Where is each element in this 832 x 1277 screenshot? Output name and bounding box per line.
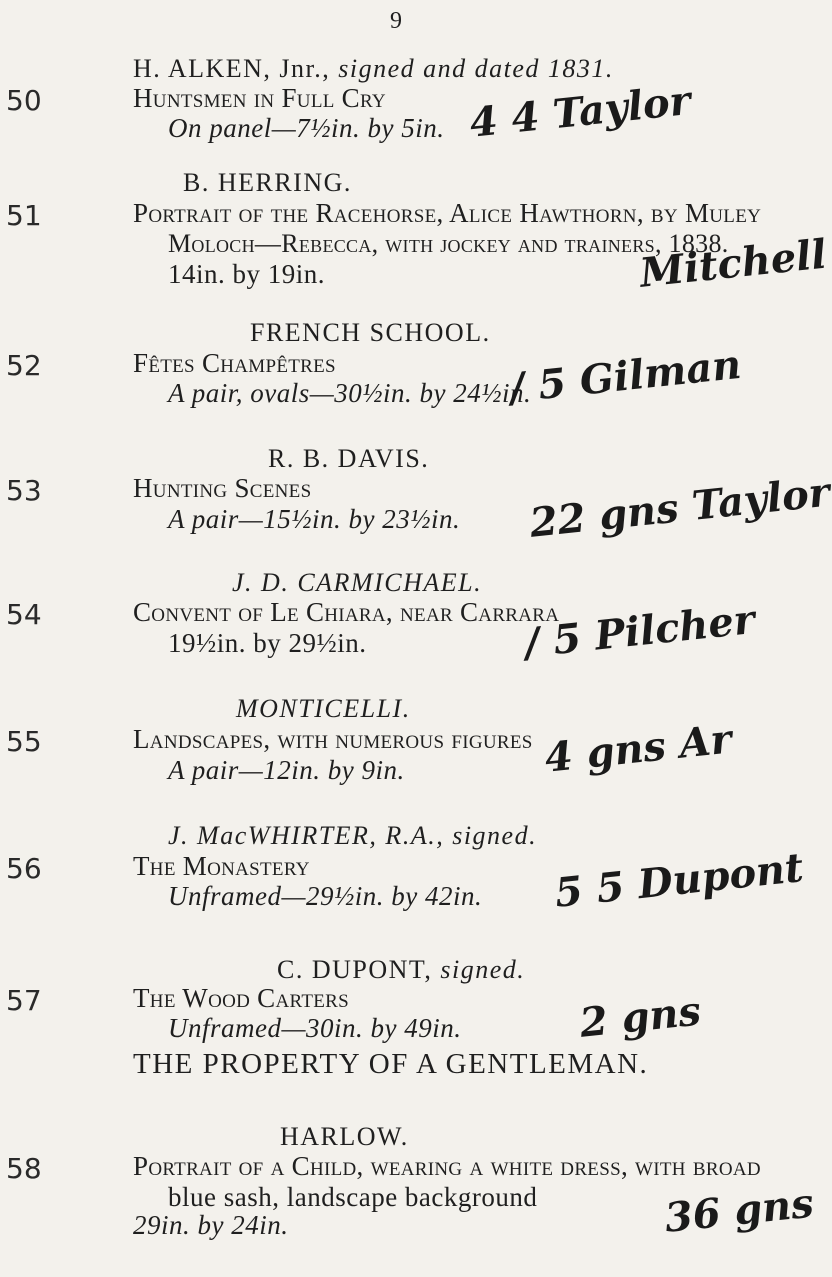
lot-51-handwritten-note: Mitchell: [637, 230, 829, 297]
lot-51-title-line1: Portrait of the Racehorse, Alice Hawthorn, by Muley: [133, 198, 762, 228]
artist-note: signed and dated 1831.: [338, 54, 614, 83]
lot-55-handwritten-note: 4 gns Ar: [542, 715, 734, 782]
lot-52-desc: A pair, ovals—30½in. by 24½in.: [168, 378, 532, 408]
lot-55-artist: MONTICELLI.: [236, 694, 411, 723]
lot-54-desc: 19½in. by 29½in.: [168, 628, 367, 658]
lot-53-desc: A pair—15½in. by 23½in.: [168, 504, 461, 534]
lot-57-artist: [277, 955, 525, 985]
lot-number-54: 54: [6, 598, 42, 631]
lot-58-title-line1: Portrait of a Child, wearing a white dress, with broad: [133, 1151, 761, 1181]
lot-56-artist: [168, 821, 537, 851]
lot-58-artist: HARLOW.: [280, 1122, 409, 1151]
lot-54-artist: J. D. CARMICHAEL.: [232, 568, 483, 597]
lot-52-artist: FRENCH SCHOOL.: [250, 318, 491, 347]
artist-name: H. ALKEN, Jnr.,: [133, 54, 331, 83]
lot-54-title: Convent of Le Chiara, near Carrara: [133, 597, 560, 627]
lot-56-handwritten-note: 5 5 Dupont: [552, 844, 806, 917]
lot-50-handwritten-note: 4 4 Taylor: [467, 76, 693, 147]
lot-number-56: 56: [6, 852, 42, 885]
lot-50-title: Huntsmen in Full Cry: [133, 83, 386, 113]
lot-55-desc: A pair—12in. by 9in.: [168, 755, 405, 785]
lot-56-desc: Unframed—29½in. by 42in.: [168, 881, 483, 911]
artist-name: J. MacWHIRTER, R.A.,: [168, 821, 445, 850]
lot-50-desc: On panel—7½in. by 5in.: [168, 113, 445, 143]
lot-number-57: 57: [6, 984, 42, 1017]
lot-57-title: The Wood Carters: [133, 983, 349, 1013]
lot-57-desc: Unframed—30in. by 49in.: [168, 1013, 462, 1043]
lot-50-artist: [133, 54, 614, 84]
lot-58-desc: 29in. by 24in.: [133, 1210, 289, 1240]
lot-54-handwritten-note: / 5 Pilcher: [522, 596, 757, 667]
lot-number-51: 51: [6, 199, 42, 232]
lot-number-53: 53: [6, 474, 42, 507]
lot-58-handwritten-note: 36 gns: [662, 1179, 816, 1242]
artist-name: C. DUPONT,: [277, 955, 433, 984]
lot-51-desc: 14in. by 19in.: [168, 259, 326, 289]
artist-note: signed.: [452, 821, 538, 850]
lot-53-artist: R. B. DAVIS.: [268, 444, 430, 473]
lot-number-55: 55: [6, 725, 42, 758]
artist-note: signed.: [440, 955, 526, 984]
lot-number-58: 58: [6, 1152, 42, 1185]
page-number: 9: [390, 8, 402, 34]
lot-57-handwritten-note: 2 gns: [577, 987, 704, 1047]
lot-53-handwritten-note: 22 gns Taylor: [527, 468, 832, 547]
lot-52-handwritten-note: / 5 Gilman: [507, 340, 744, 412]
lot-56-title: The Monastery: [133, 851, 310, 881]
lot-number-50: 50: [6, 84, 42, 117]
section-heading: THE PROPERTY OF A GENTLEMAN.: [133, 1048, 649, 1080]
lot-53-title: Hunting Scenes: [133, 473, 312, 503]
lot-52-title: Fêtes Champêtres: [133, 348, 336, 378]
lot-51-artist: B. HERRING.: [183, 168, 352, 197]
lot-55-title: Landscapes, with numerous figures: [133, 724, 533, 754]
lot-51-title-line2: Moloch—Rebecca, with jockey and trainers, 1838.: [168, 229, 729, 258]
lot-58-title-line2: blue sash, landscape background: [168, 1182, 538, 1212]
lot-number-52: 52: [6, 349, 42, 382]
